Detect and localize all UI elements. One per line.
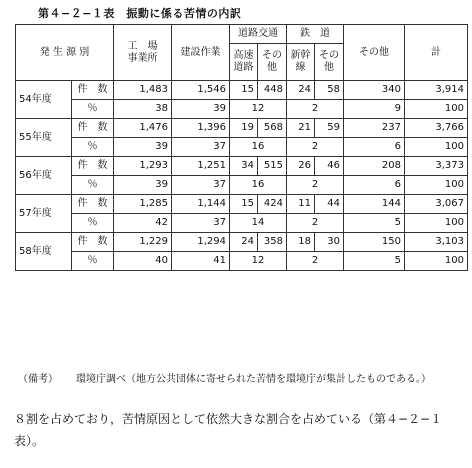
percent-label: ％ — [72, 214, 114, 233]
percent-cell: 37 — [172, 176, 230, 195]
complaints-table — [15, 24, 468, 271]
count-row — [16, 233, 468, 252]
count-cell: 44 — [315, 195, 344, 214]
count-cell: 18 — [287, 233, 315, 252]
count-cell: 1,229 — [114, 233, 172, 252]
source-header: 発 生 源 別 — [16, 25, 114, 81]
count-cell: 237 — [344, 119, 405, 138]
year-cell: 57年度 — [16, 195, 72, 233]
note — [18, 372, 431, 388]
percent-row — [16, 214, 468, 233]
percent-cell: 41 — [172, 252, 230, 271]
count-label: 件 数 — [72, 195, 114, 214]
percent-cell: 38 — [114, 100, 172, 119]
year-cell: 58年度 — [16, 233, 72, 271]
count-cell: 24 — [287, 81, 315, 100]
count-cell: 59 — [315, 119, 344, 138]
count-cell: 568 — [258, 119, 287, 138]
count-cell: 15 — [230, 81, 258, 100]
count-cell: 21 — [287, 119, 315, 138]
count-label: 件 数 — [72, 233, 114, 252]
percent-cell: 100 — [405, 214, 468, 233]
percent-cell: 2 — [287, 252, 344, 271]
percent-label: ％ — [72, 252, 114, 271]
percent-row — [16, 138, 468, 157]
header-row-1 — [16, 25, 468, 44]
count-row — [16, 195, 468, 214]
year-cell: 55年度 — [16, 119, 72, 157]
count-cell: 424 — [258, 195, 287, 214]
other-header: その他 — [344, 25, 405, 81]
count-cell: 30 — [315, 233, 344, 252]
percent-cell: 100 — [405, 252, 468, 271]
count-cell: 3,914 — [405, 81, 468, 100]
percent-cell: 39 — [114, 176, 172, 195]
percent-cell: 2 — [287, 214, 344, 233]
count-cell: 46 — [315, 157, 344, 176]
factory-label: 工 場 — [127, 40, 158, 52]
percent-cell: 12 — [230, 100, 287, 119]
count-cell: 1,546 — [172, 81, 230, 100]
count-cell: 1,293 — [114, 157, 172, 176]
percent-cell: 2 — [287, 100, 344, 119]
construction-header: 建設作業 — [172, 25, 230, 81]
count-cell: 515 — [258, 157, 287, 176]
percent-cell: 16 — [230, 176, 287, 195]
count-label: 件 数 — [72, 81, 114, 100]
shinkansen-header: 新幹線 — [287, 44, 315, 81]
count-cell: 448 — [258, 81, 287, 100]
percent-cell: 100 — [405, 100, 468, 119]
table-body — [16, 81, 468, 271]
factory-header — [114, 25, 172, 81]
road-header: 道路交通 — [230, 25, 287, 44]
count-cell: 150 — [344, 233, 405, 252]
count-cell: 26 — [287, 157, 315, 176]
percent-cell: 6 — [344, 138, 405, 157]
count-cell: 3,067 — [405, 195, 468, 214]
count-cell: 208 — [344, 157, 405, 176]
count-cell: 1,294 — [172, 233, 230, 252]
highway-header: 高速道路 — [230, 44, 258, 81]
percent-cell: 100 — [405, 138, 468, 157]
factory-label-2: 事業所 — [127, 52, 158, 64]
percent-cell: 37 — [172, 138, 230, 157]
year-cell: 54年度 — [16, 81, 72, 119]
count-cell: 11 — [287, 195, 315, 214]
percent-cell: 39 — [114, 138, 172, 157]
body-paragraph: ８割を占めており，苦情原因として依然大きな割合を占めている（第４−２−１表）。 — [14, 412, 443, 448]
note-text: 環境庁調べ（地方公共団体に寄せられた苦情を環境庁が集計したものである。） — [76, 374, 431, 385]
rail-header: 鉄 道 — [287, 25, 344, 44]
count-cell: 1,251 — [172, 157, 230, 176]
percent-cell: 100 — [405, 176, 468, 195]
count-cell: 340 — [344, 81, 405, 100]
rail-other-header: その他 — [315, 44, 344, 81]
percent-row — [16, 252, 468, 271]
percent-cell: 16 — [230, 138, 287, 157]
count-cell: 1,144 — [172, 195, 230, 214]
percent-cell: 12 — [230, 252, 287, 271]
count-cell: 58 — [315, 81, 344, 100]
percent-label: ％ — [72, 176, 114, 195]
count-label: 件 数 — [72, 157, 114, 176]
year-cell: 56年度 — [16, 157, 72, 195]
count-cell: 3,373 — [405, 157, 468, 176]
count-cell: 1,285 — [114, 195, 172, 214]
count-cell: 19 — [230, 119, 258, 138]
count-cell: 1,483 — [114, 81, 172, 100]
percent-label: ％ — [72, 138, 114, 157]
percent-cell: 37 — [172, 214, 230, 233]
count-cell: 34 — [230, 157, 258, 176]
count-cell: 15 — [230, 195, 258, 214]
count-row — [16, 157, 468, 176]
percent-cell: 9 — [344, 100, 405, 119]
count-cell: 1,476 — [114, 119, 172, 138]
percent-cell: 39 — [172, 100, 230, 119]
percent-cell: 42 — [114, 214, 172, 233]
total-header: 計 — [405, 25, 468, 81]
count-cell: 1,396 — [172, 119, 230, 138]
percent-cell: 2 — [287, 138, 344, 157]
count-row — [16, 81, 468, 100]
percent-row — [16, 100, 468, 119]
table-title: 第４−２−１表 振動に係る苦情の内訳 — [38, 7, 242, 20]
count-cell: 3,766 — [405, 119, 468, 138]
count-cell: 358 — [258, 233, 287, 252]
percent-row — [16, 176, 468, 195]
count-cell: 144 — [344, 195, 405, 214]
road-other-header: その他 — [258, 44, 287, 81]
count-label: 件 数 — [72, 119, 114, 138]
percent-cell: 2 — [287, 176, 344, 195]
count-cell: 3,103 — [405, 233, 468, 252]
count-row — [16, 119, 468, 138]
percent-cell: 5 — [344, 252, 405, 271]
percent-cell: 5 — [344, 214, 405, 233]
note-label: （備考） — [18, 374, 58, 385]
percent-cell: 6 — [344, 176, 405, 195]
percent-cell: 40 — [114, 252, 172, 271]
percent-label: ％ — [72, 100, 114, 119]
percent-cell: 14 — [230, 214, 287, 233]
count-cell: 24 — [230, 233, 258, 252]
